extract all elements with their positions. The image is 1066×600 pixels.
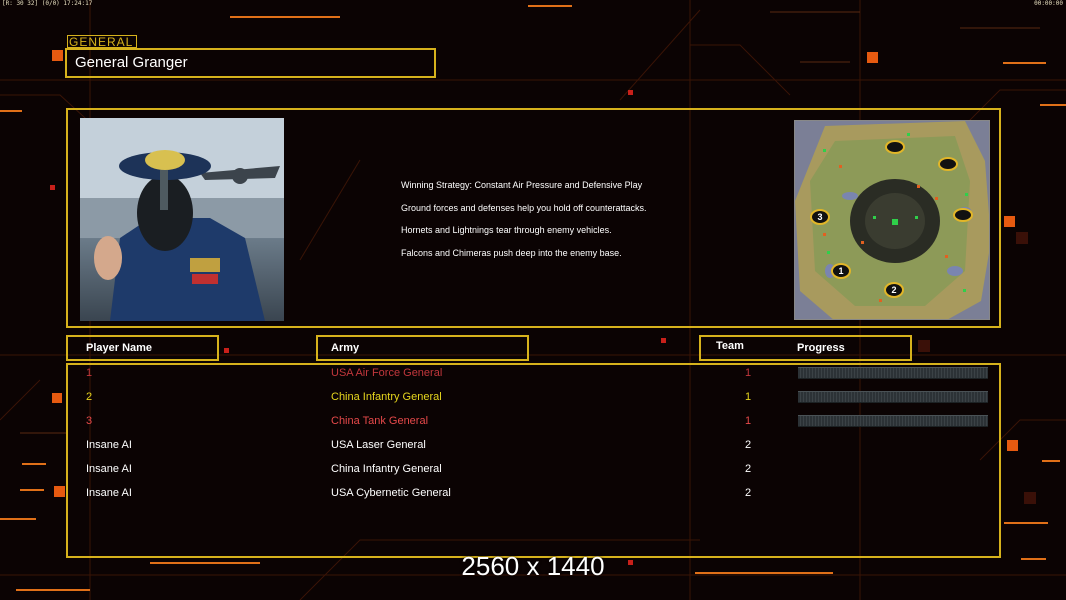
player-army-cell: China Infantry General — [331, 463, 442, 475]
strategy-line: Hornets and Lightnings tear through enemy vehicles. — [401, 225, 612, 235]
player-team-cell: 1 — [745, 415, 752, 427]
player-army-cell: China Tank General — [331, 415, 429, 427]
strategy-line: Ground forces and defenses help you hold off counterattacks. — [401, 202, 647, 213]
loading-progress-bar — [798, 367, 988, 379]
player-name-header-label: Player Name — [86, 342, 153, 354]
player-name-cell: Insane AI — [86, 439, 132, 451]
player-name-header — [66, 335, 219, 361]
loading-progress-bar — [798, 415, 988, 427]
start-marker-label: 2 — [891, 285, 897, 295]
player-team-cell: 2 — [745, 463, 752, 475]
strategy-line: Falcons and Chimeras push deep into the enemy base. — [401, 247, 622, 258]
army-header-label: Army — [331, 342, 360, 354]
strategy-line: Winning Strategy: Constant Air Pressure and Defensive Play — [401, 180, 643, 190]
player-team-cell: 1 — [745, 391, 752, 403]
army-header — [316, 335, 529, 361]
loading-progress-bar — [798, 391, 988, 403]
player-name-cell: 3 — [86, 415, 93, 427]
player-name-cell: Insane AI — [86, 463, 132, 475]
player-team-cell: 2 — [745, 487, 752, 499]
resolution-overlay-label: 2560 x 1440 — [461, 551, 605, 581]
team-progress-header — [699, 335, 912, 361]
general-section-label: GENERAL — [67, 35, 137, 48]
player-army-cell: USA Cybernetic General — [331, 487, 451, 499]
player-name-cell: 2 — [86, 391, 93, 403]
status-readout-left: [R: 30 32] (0/0) 17:24:17 — [2, 0, 93, 7]
progress-header-label: Progress — [797, 342, 845, 354]
player-team-cell: 1 — [745, 367, 752, 379]
team-header-label: Team — [716, 340, 744, 352]
player-name-cell: 1 — [86, 367, 93, 379]
start-marker-label: 3 — [817, 212, 823, 222]
map-preview — [794, 120, 990, 320]
player-row — [0, 415, 1066, 439]
player-row — [0, 463, 1066, 487]
player-row — [0, 439, 1066, 463]
general-portrait-image — [80, 118, 284, 321]
player-army-cell: USA Laser General — [331, 439, 426, 451]
player-team-cell: 2 — [745, 439, 752, 451]
player-army-cell: China Infantry General — [331, 391, 442, 403]
player-row — [0, 391, 1066, 415]
general-name-title: General Granger — [65, 48, 436, 78]
status-readout-right: 00:00:00 — [1034, 0, 1063, 7]
player-name-cell: Insane AI — [86, 487, 132, 499]
player-army-cell: USA Air Force General — [331, 367, 443, 379]
winning-strategy-text — [401, 180, 647, 270]
start-marker-label: 1 — [838, 266, 844, 276]
player-row — [0, 487, 1066, 511]
player-row — [0, 367, 1066, 391]
